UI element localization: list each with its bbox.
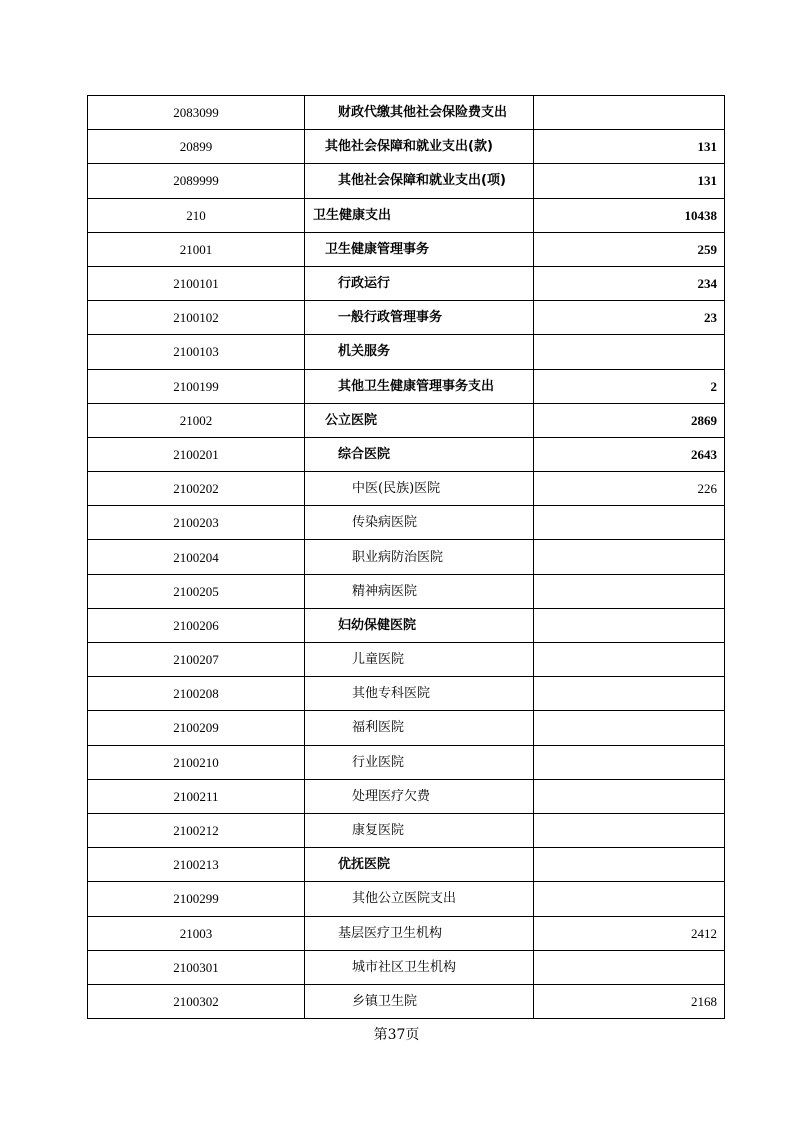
amount-cell: 131 [534,130,725,164]
amount-cell [534,335,725,369]
subject-code-cell: 2100205 [88,574,305,608]
table-row [88,813,725,847]
amount-cell: 23 [534,301,725,335]
amount-cell [534,540,725,574]
subject-name-cell: 乡镇卫生院 [305,984,534,1018]
table-row [88,437,725,471]
table-row [88,984,725,1018]
subject-code-cell: 2100204 [88,540,305,574]
table-row [88,540,725,574]
subject-name-cell: 公立医院 [305,403,534,437]
subject-code-cell: 2100103 [88,335,305,369]
subject-code-cell: 2100299 [88,882,305,916]
subject-name-cell: 综合医院 [305,437,534,471]
subject-code-cell: 2100302 [88,984,305,1018]
table-row [88,266,725,300]
subject-code-cell: 2100101 [88,266,305,300]
subject-name-cell: 机关服务 [305,335,534,369]
subject-code-cell: 21002 [88,403,305,437]
amount-cell [534,711,725,745]
subject-name-cell: 其他专科医院 [305,677,534,711]
subject-code-cell: 2100202 [88,472,305,506]
amount-cell [534,779,725,813]
amount-cell [534,608,725,642]
table-row [88,677,725,711]
amount-cell: 2168 [534,984,725,1018]
table-row [88,369,725,403]
table-row [88,301,725,335]
table-row [88,403,725,437]
subject-code-cell: 2100213 [88,848,305,882]
table-row [88,643,725,677]
table-row [88,506,725,540]
table-row [88,608,725,642]
amount-cell [534,950,725,984]
table-row [88,848,725,882]
subject-name-cell: 处理医疗欠费 [305,779,534,813]
table-row [88,198,725,232]
table-row [88,574,725,608]
amount-cell [534,643,725,677]
subject-name-cell: 传染病医院 [305,506,534,540]
subject-name-cell: 行业医院 [305,745,534,779]
subject-name-cell: 优抚医院 [305,848,534,882]
subject-code-cell: 2100102 [88,301,305,335]
subject-code-cell: 2100211 [88,779,305,813]
subject-code-cell: 20899 [88,130,305,164]
table-row [88,950,725,984]
subject-code-cell: 2100208 [88,677,305,711]
subject-code-cell: 2100203 [88,506,305,540]
subject-name-cell: 职业病防治医院 [305,540,534,574]
subject-name-cell: 一般行政管理事务 [305,301,534,335]
amount-cell: 226 [534,472,725,506]
subject-code-cell: 2083099 [88,96,305,130]
subject-name-cell: 其他公立医院支出 [305,882,534,916]
table-row [88,130,725,164]
subject-name-cell: 行政运行 [305,266,534,300]
subject-code-cell: 2100209 [88,711,305,745]
table-row [88,779,725,813]
table-row [88,96,725,130]
subject-name-cell: 康复医院 [305,813,534,847]
subject-name-cell: 卫生健康管理事务 [305,232,534,266]
table-row [88,916,725,950]
page-number: 第37页 [373,1027,420,1043]
table-row [88,164,725,198]
amount-cell: 10438 [534,198,725,232]
amount-cell [534,848,725,882]
amount-cell [534,96,725,130]
subject-name-cell: 中医(民族)医院 [305,472,534,506]
amount-cell: 131 [534,164,725,198]
subject-code-cell: 2100210 [88,745,305,779]
subject-name-cell: 精神病医院 [305,574,534,608]
subject-code-cell: 21003 [88,916,305,950]
subject-code-cell: 2100206 [88,608,305,642]
amount-cell [534,506,725,540]
table-row [88,882,725,916]
table-row [88,745,725,779]
subject-name-cell: 其他社会保障和就业支出(款) [305,130,534,164]
subject-code-cell: 2100201 [88,437,305,471]
subject-name-cell: 福利医院 [305,711,534,745]
subject-name-cell: 其他社会保障和就业支出(项) [305,164,534,198]
subject-name-cell: 卫生健康支出 [305,198,534,232]
subject-name-cell: 妇幼保健医院 [305,608,534,642]
amount-cell: 2412 [534,916,725,950]
table-row [88,232,725,266]
subject-code-cell: 2100212 [88,813,305,847]
table-row [88,335,725,369]
budget-table [87,95,725,1019]
table-row [88,472,725,506]
subject-code-cell: 21001 [88,232,305,266]
amount-cell: 234 [534,266,725,300]
subject-name-cell: 儿童医院 [305,643,534,677]
amount-cell: 2643 [534,437,725,471]
amount-cell: 2 [534,369,725,403]
subject-name-cell: 财政代缴其他社会保险费支出 [305,96,534,130]
subject-code-cell: 2089999 [88,164,305,198]
amount-cell [534,677,725,711]
subject-code-cell: 210 [88,198,305,232]
amount-cell [534,813,725,847]
subject-name-cell: 城市社区卫生机构 [305,950,534,984]
amount-cell [534,574,725,608]
subject-code-cell: 2100207 [88,643,305,677]
amount-cell [534,882,725,916]
amount-cell: 2869 [534,403,725,437]
amount-cell [534,745,725,779]
subject-code-cell: 2100199 [88,369,305,403]
budget-table-body [88,96,725,1019]
subject-code-cell: 2100301 [88,950,305,984]
subject-name-cell: 其他卫生健康管理事务支出 [305,369,534,403]
amount-cell: 259 [534,232,725,266]
table-row [88,711,725,745]
subject-name-cell: 基层医疗卫生机构 [305,916,534,950]
